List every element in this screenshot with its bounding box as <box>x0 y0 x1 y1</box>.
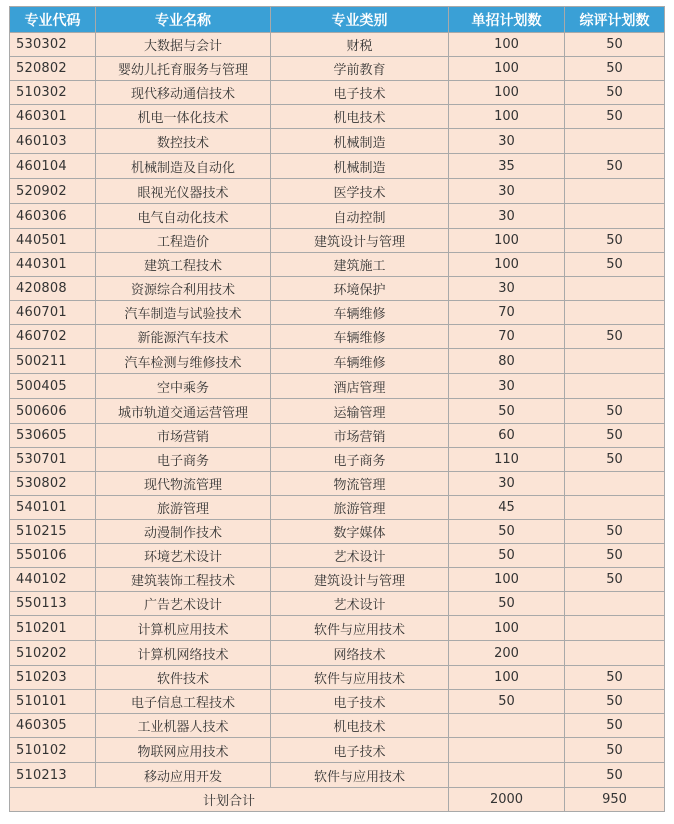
cell-comprehensive-evaluation: 50 <box>565 325 665 349</box>
cell-comprehensive-evaluation: 50 <box>565 568 665 592</box>
header-major-category: 专业类别 <box>271 7 449 33</box>
cell-single-enrollment: 100 <box>449 33 565 57</box>
table-row <box>10 154 665 179</box>
cell-major-category: 建筑施工 <box>271 253 449 277</box>
cell-major-code: 460104 <box>10 154 96 179</box>
cell-major-code: 460702 <box>10 325 96 349</box>
cell-major-category: 财税 <box>271 33 449 57</box>
cell-single-enrollment: 50 <box>449 520 565 544</box>
cell-comprehensive-evaluation: 50 <box>565 399 665 424</box>
cell-major-code: 440102 <box>10 568 96 592</box>
cell-major-category: 电子技术 <box>271 81 449 105</box>
cell-comprehensive-evaluation <box>565 129 665 154</box>
table-row <box>10 349 665 374</box>
cell-single-enrollment <box>449 763 565 788</box>
cell-comprehensive-evaluation: 50 <box>565 763 665 788</box>
total-row <box>10 788 665 812</box>
table-row <box>10 544 665 568</box>
cell-major-category: 车辆维修 <box>271 301 449 325</box>
cell-major-category: 自动控制 <box>271 204 449 229</box>
table-row <box>10 33 665 57</box>
cell-single-enrollment <box>449 714 565 738</box>
cell-single-enrollment: 100 <box>449 616 565 641</box>
cell-major-name: 空中乘务 <box>96 374 271 399</box>
cell-major-code: 540101 <box>10 496 96 520</box>
total-label: 计划合计 <box>10 788 449 812</box>
cell-comprehensive-evaluation <box>565 204 665 229</box>
cell-major-category: 旅游管理 <box>271 496 449 520</box>
header-single-enrollment-plan: 单招计划数 <box>449 7 565 33</box>
cell-major-name: 市场营销 <box>96 424 271 448</box>
cell-major-name: 移动应用开发 <box>96 763 271 788</box>
cell-major-category: 软件与应用技术 <box>271 616 449 641</box>
header-major-code: 专业代码 <box>10 7 96 33</box>
cell-major-category: 软件与应用技术 <box>271 666 449 690</box>
cell-comprehensive-evaluation: 50 <box>565 690 665 714</box>
cell-major-category: 机电技术 <box>271 714 449 738</box>
cell-comprehensive-evaluation <box>565 349 665 374</box>
cell-major-code: 520802 <box>10 57 96 81</box>
table-row <box>10 448 665 472</box>
cell-comprehensive-evaluation: 50 <box>565 424 665 448</box>
cell-major-category: 车辆维修 <box>271 349 449 374</box>
cell-major-name: 计算机应用技术 <box>96 616 271 641</box>
cell-comprehensive-evaluation <box>565 616 665 641</box>
cell-single-enrollment <box>449 738 565 763</box>
cell-major-category: 运输管理 <box>271 399 449 424</box>
table-row <box>10 666 665 690</box>
table-row <box>10 399 665 424</box>
cell-major-category: 环境保护 <box>271 277 449 301</box>
table-row <box>10 520 665 544</box>
cell-comprehensive-evaluation <box>565 496 665 520</box>
cell-major-category: 物流管理 <box>271 472 449 496</box>
cell-major-code: 460701 <box>10 301 96 325</box>
table-row <box>10 129 665 154</box>
cell-single-enrollment: 100 <box>449 57 565 81</box>
cell-major-name: 现代物流管理 <box>96 472 271 496</box>
cell-major-code: 550113 <box>10 592 96 616</box>
cell-single-enrollment: 30 <box>449 472 565 496</box>
table-row <box>10 496 665 520</box>
cell-major-code: 500211 <box>10 349 96 374</box>
cell-comprehensive-evaluation: 50 <box>565 105 665 129</box>
cell-major-category: 机械制造 <box>271 129 449 154</box>
cell-single-enrollment: 50 <box>449 544 565 568</box>
cell-single-enrollment: 50 <box>449 592 565 616</box>
cell-major-code: 530701 <box>10 448 96 472</box>
table-row <box>10 204 665 229</box>
cell-major-code: 510102 <box>10 738 96 763</box>
cell-comprehensive-evaluation <box>565 277 665 301</box>
cell-comprehensive-evaluation: 50 <box>565 33 665 57</box>
cell-major-name: 城市轨道交通运营管理 <box>96 399 271 424</box>
cell-major-name: 电气自动化技术 <box>96 204 271 229</box>
cell-comprehensive-evaluation <box>565 472 665 496</box>
table-row <box>10 253 665 277</box>
cell-major-category: 建筑设计与管理 <box>271 568 449 592</box>
total-single-enrollment: 2000 <box>449 788 565 812</box>
table-row <box>10 229 665 253</box>
cell-major-code: 460305 <box>10 714 96 738</box>
cell-major-category: 电子技术 <box>271 738 449 763</box>
cell-single-enrollment: 70 <box>449 325 565 349</box>
cell-single-enrollment: 50 <box>449 690 565 714</box>
cell-major-name: 广告艺术设计 <box>96 592 271 616</box>
cell-single-enrollment: 100 <box>449 229 565 253</box>
cell-single-enrollment: 30 <box>449 129 565 154</box>
cell-major-name: 数控技术 <box>96 129 271 154</box>
table-row <box>10 424 665 448</box>
cell-major-code: 500405 <box>10 374 96 399</box>
cell-major-code: 420808 <box>10 277 96 301</box>
cell-major-code: 520902 <box>10 179 96 204</box>
cell-single-enrollment: 50 <box>449 399 565 424</box>
cell-major-name: 电子信息工程技术 <box>96 690 271 714</box>
table-row <box>10 472 665 496</box>
cell-major-name: 汽车制造与试验技术 <box>96 301 271 325</box>
cell-major-code: 500606 <box>10 399 96 424</box>
cell-major-name: 计算机网络技术 <box>96 641 271 666</box>
cell-major-category: 机械制造 <box>271 154 449 179</box>
cell-major-name: 机电一体化技术 <box>96 105 271 129</box>
cell-major-name: 大数据与会计 <box>96 33 271 57</box>
cell-comprehensive-evaluation: 50 <box>565 57 665 81</box>
cell-single-enrollment: 30 <box>449 204 565 229</box>
header-row <box>10 7 665 33</box>
cell-major-code: 460306 <box>10 204 96 229</box>
cell-major-code: 510302 <box>10 81 96 105</box>
cell-major-category: 机电技术 <box>271 105 449 129</box>
cell-major-code: 510201 <box>10 616 96 641</box>
cell-comprehensive-evaluation: 50 <box>565 714 665 738</box>
cell-single-enrollment: 100 <box>449 666 565 690</box>
cell-single-enrollment: 60 <box>449 424 565 448</box>
cell-major-code: 510203 <box>10 666 96 690</box>
cell-major-category: 艺术设计 <box>271 592 449 616</box>
cell-major-code: 440501 <box>10 229 96 253</box>
cell-comprehensive-evaluation: 50 <box>565 520 665 544</box>
table-row <box>10 690 665 714</box>
cell-major-code: 530605 <box>10 424 96 448</box>
cell-comprehensive-evaluation: 50 <box>565 81 665 105</box>
cell-comprehensive-evaluation: 50 <box>565 229 665 253</box>
cell-comprehensive-evaluation <box>565 374 665 399</box>
cell-major-code: 510213 <box>10 763 96 788</box>
cell-major-category: 医学技术 <box>271 179 449 204</box>
cell-major-name: 软件技术 <box>96 666 271 690</box>
cell-single-enrollment: 30 <box>449 179 565 204</box>
cell-major-name: 环境艺术设计 <box>96 544 271 568</box>
cell-major-category: 软件与应用技术 <box>271 763 449 788</box>
cell-single-enrollment: 80 <box>449 349 565 374</box>
cell-major-category: 酒店管理 <box>271 374 449 399</box>
table-row <box>10 763 665 788</box>
cell-comprehensive-evaluation: 50 <box>565 544 665 568</box>
cell-major-name: 新能源汽车技术 <box>96 325 271 349</box>
cell-major-code: 460301 <box>10 105 96 129</box>
cell-major-name: 动漫制作技术 <box>96 520 271 544</box>
cell-major-code: 460103 <box>10 129 96 154</box>
cell-major-code: 510101 <box>10 690 96 714</box>
cell-major-category: 数字媒体 <box>271 520 449 544</box>
enrollment-plan-table-container <box>9 6 664 812</box>
cell-comprehensive-evaluation <box>565 179 665 204</box>
cell-major-code: 440301 <box>10 253 96 277</box>
cell-single-enrollment: 35 <box>449 154 565 179</box>
table-body <box>10 33 665 788</box>
cell-single-enrollment: 100 <box>449 253 565 277</box>
table-row <box>10 179 665 204</box>
cell-single-enrollment: 200 <box>449 641 565 666</box>
cell-single-enrollment: 100 <box>449 105 565 129</box>
enrollment-plan-table <box>9 6 665 812</box>
cell-major-name: 资源综合利用技术 <box>96 277 271 301</box>
cell-major-category: 市场营销 <box>271 424 449 448</box>
table-row <box>10 568 665 592</box>
table-row <box>10 616 665 641</box>
cell-major-category: 建筑设计与管理 <box>271 229 449 253</box>
cell-comprehensive-evaluation: 50 <box>565 448 665 472</box>
cell-major-category: 电子技术 <box>271 690 449 714</box>
cell-major-name: 旅游管理 <box>96 496 271 520</box>
cell-major-code: 510202 <box>10 641 96 666</box>
cell-major-name: 工程造价 <box>96 229 271 253</box>
cell-major-name: 电子商务 <box>96 448 271 472</box>
cell-major-name: 工业机器人技术 <box>96 714 271 738</box>
table-row <box>10 738 665 763</box>
cell-comprehensive-evaluation <box>565 641 665 666</box>
cell-major-name: 建筑装饰工程技术 <box>96 568 271 592</box>
cell-single-enrollment: 100 <box>449 568 565 592</box>
cell-comprehensive-evaluation: 50 <box>565 666 665 690</box>
cell-major-name: 机械制造及自动化 <box>96 154 271 179</box>
table-row <box>10 105 665 129</box>
cell-major-code: 530802 <box>10 472 96 496</box>
cell-single-enrollment: 45 <box>449 496 565 520</box>
table-header <box>10 7 665 33</box>
cell-major-name: 眼视光仪器技术 <box>96 179 271 204</box>
cell-single-enrollment: 100 <box>449 81 565 105</box>
table-row <box>10 277 665 301</box>
cell-comprehensive-evaluation <box>565 592 665 616</box>
cell-single-enrollment: 110 <box>449 448 565 472</box>
cell-comprehensive-evaluation <box>565 301 665 325</box>
cell-major-name: 汽车检测与维修技术 <box>96 349 271 374</box>
table-row <box>10 641 665 666</box>
table-row <box>10 374 665 399</box>
cell-major-code: 550106 <box>10 544 96 568</box>
table-row <box>10 592 665 616</box>
table-row <box>10 714 665 738</box>
table-row <box>10 325 665 349</box>
total-comprehensive-evaluation: 950 <box>565 788 665 812</box>
table-row <box>10 301 665 325</box>
cell-comprehensive-evaluation: 50 <box>565 154 665 179</box>
table-footer <box>10 788 665 812</box>
cell-major-name: 现代移动通信技术 <box>96 81 271 105</box>
table-row <box>10 57 665 81</box>
cell-single-enrollment: 70 <box>449 301 565 325</box>
cell-major-code: 510215 <box>10 520 96 544</box>
cell-major-category: 车辆维修 <box>271 325 449 349</box>
header-major-name: 专业名称 <box>96 7 271 33</box>
cell-major-category: 电子商务 <box>271 448 449 472</box>
cell-major-category: 网络技术 <box>271 641 449 666</box>
cell-major-category: 艺术设计 <box>271 544 449 568</box>
cell-major-code: 530302 <box>10 33 96 57</box>
cell-single-enrollment: 30 <box>449 374 565 399</box>
cell-comprehensive-evaluation: 50 <box>565 253 665 277</box>
cell-comprehensive-evaluation: 50 <box>565 738 665 763</box>
cell-major-category: 学前教育 <box>271 57 449 81</box>
cell-major-name: 物联网应用技术 <box>96 738 271 763</box>
header-comprehensive-evaluation-plan: 综评计划数 <box>565 7 665 33</box>
cell-single-enrollment: 30 <box>449 277 565 301</box>
cell-major-name: 建筑工程技术 <box>96 253 271 277</box>
table-row <box>10 81 665 105</box>
cell-major-name: 婴幼儿托育服务与管理 <box>96 57 271 81</box>
